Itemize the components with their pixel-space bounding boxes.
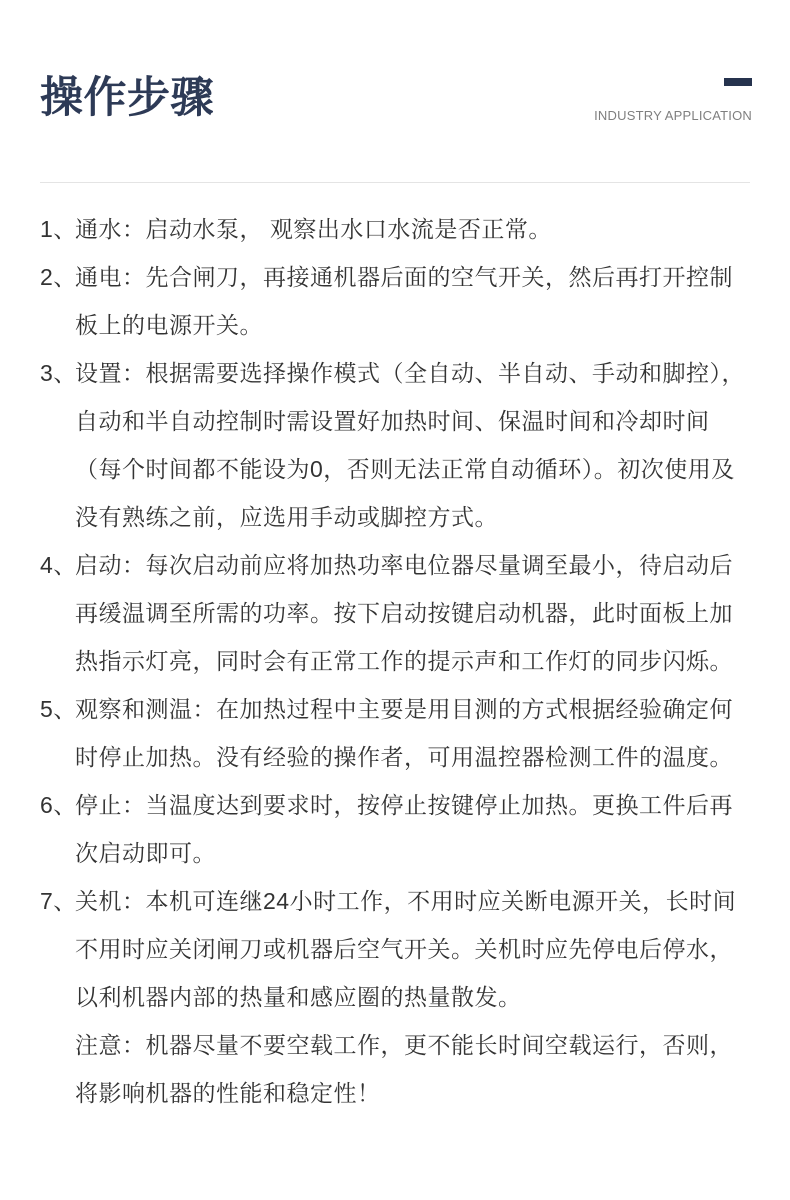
step-number: 7、 [40,888,77,914]
step-text-line: 停止：当温度达到要求时，按停止按键停止加热。更换工件后再 [75,792,733,818]
page-title: 操作步骤 [40,74,214,122]
step-number: 1、 [40,216,77,242]
step-item [40,349,754,541]
step-text-line: （每个时间都不能设为0，否则无法正常自动循环）。初次使用及 [75,456,735,482]
step-text-line: 启动：每次启动前应将加热功率电位器尽量调至最小，待启动后 [75,552,733,578]
step-text-line: 注意：机器尽量不要空载工作，更不能长时间空载运行，否则， [75,1032,733,1058]
step-item [40,685,754,781]
step-number: 5、 [40,696,77,722]
step-number: 6、 [40,792,77,818]
step-text-line: 将影响机器的性能和稳定性！ [75,1080,381,1106]
section-divider [40,182,750,183]
step-item [40,781,754,877]
tagline: INDUSTRY APPLICATION [594,108,752,123]
step-text-line: 通水：启动水泵， 观察出水口水流是否正常。 [75,216,552,242]
step-text-line: 没有熟练之前，应选用手动或脚控方式。 [75,504,498,530]
step-number: 3、 [40,360,77,386]
step-text-line: 关机：本机可连继24小时工作，不用时应关断电源开关，长时间 [75,888,737,914]
step-text-line: 设置：根据需要选择操作模式（全自动、半自动、手动和脚控）， [75,360,745,386]
step-item [40,253,754,349]
step-text-line: 次启动即可。 [75,840,216,866]
step-text-line: 通电：先合闸刀，再接通机器后面的空气开关，然后再打开控制 [75,264,733,290]
step-text-line: 观察和测温：在加热过程中主要是用目测的方式根据经验确定何 [75,696,733,722]
step-text-line: 时停止加热。没有经验的操作者，可用温控器检测工件的温度。 [75,744,733,770]
step-item [40,1021,754,1117]
step-text-line: 以利机器内部的热量和感应圈的热量散发。 [75,984,522,1010]
step-text-line: 自动和半自动控制时需设置好加热时间、保温时间和冷却时间 [75,408,710,434]
step-number: 4、 [40,552,77,578]
step-text-line: 再缓温调至所需的功率。按下启动按键启动机器，此时面板上加 [75,600,733,626]
step-text-line: 不用时应关闭闸刀或机器后空气开关。关机时应先停电后停水， [75,936,733,962]
step-item [40,877,754,1021]
header-right [594,78,752,123]
step-number: 2、 [40,264,77,290]
step-item [40,541,754,685]
steps-list [40,205,754,1117]
step-item [40,205,754,253]
step-text-line: 热指示灯亮，同时会有正常工作的提示声和工作灯的同步闪烁。 [75,648,733,674]
accent-dash-icon [724,78,752,86]
step-text-line: 板上的电源开关。 [75,312,263,338]
